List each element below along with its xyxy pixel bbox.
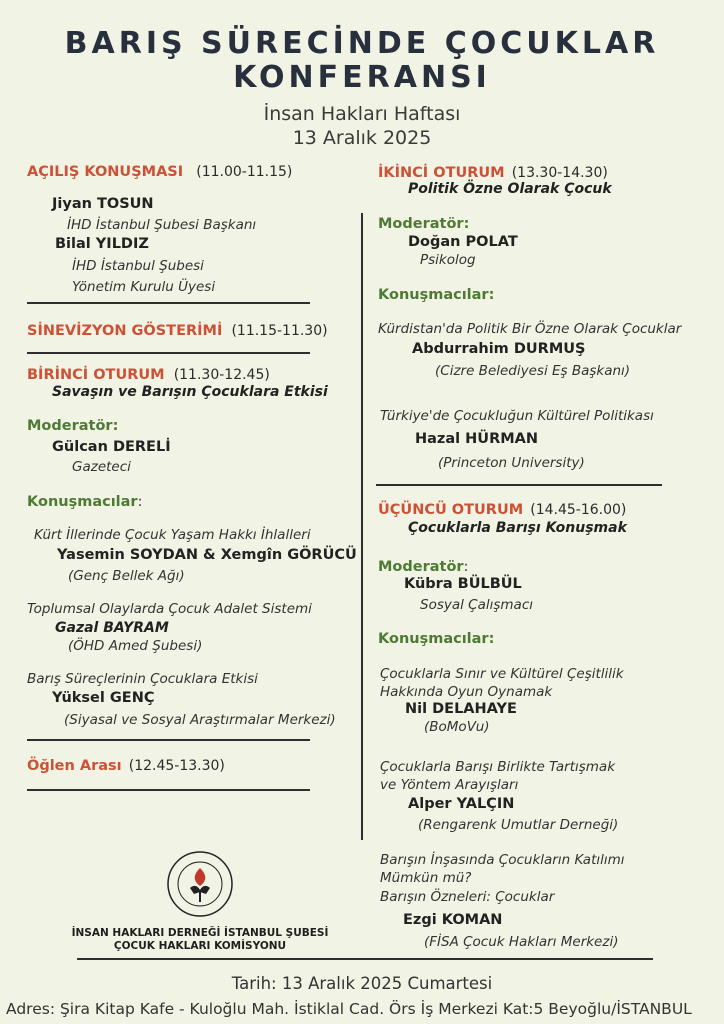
talk-title: Türkiye'de Çocukluğun Kültürel Politikası xyxy=(380,408,654,424)
moderator-name: Doğan POLAT xyxy=(408,234,518,250)
section-divider xyxy=(27,302,310,304)
talk-title: Barış Süreçlerinin Çocuklara Etkisi xyxy=(27,671,258,687)
talk-org: (BoMoVu) xyxy=(424,719,490,735)
screening-heading xyxy=(27,320,328,339)
talk-title: Hakkında Oyun Oynamak xyxy=(380,684,553,700)
opening-heading xyxy=(27,161,292,180)
ihd-logo xyxy=(166,850,234,918)
section-divider xyxy=(376,484,662,486)
lunch-label: Öğlen Arası xyxy=(27,758,122,774)
opening-time: (11.00-11.15) xyxy=(196,164,293,180)
column-divider xyxy=(361,213,363,840)
talk-title: Kürdistan'da Politik Bir Özne Olarak Çocuklar xyxy=(378,321,682,337)
talk-title: Toplumsal Olaylarda Çocuk Adalet Sistemi xyxy=(27,601,312,617)
lunch-heading xyxy=(27,755,225,774)
speaker-name: Bilal YILDIZ xyxy=(55,236,149,252)
speaker-role: İHD İstanbul Şubesi Başkanı xyxy=(67,217,257,233)
talk-org: (Rengarenk Umutlar Derneği) xyxy=(418,817,619,833)
talk-speaker: Abdurrahim DURMUŞ xyxy=(412,341,586,357)
talk-speaker: Gazal BAYRAM xyxy=(55,620,169,636)
session1-heading xyxy=(27,364,270,383)
talk-title: Kürt İllerinde Çocuk Yaşam Hakkı İhlalleri xyxy=(34,527,311,543)
ihd-logo-emblem xyxy=(166,850,234,918)
session1-time: (11.30-12.45) xyxy=(173,367,270,383)
moderator-heading: Moderatör: xyxy=(378,559,469,575)
moderator-label: Moderatör xyxy=(378,559,464,575)
moderator-name: Gülcan DERELİ xyxy=(52,439,171,455)
subtitle-week: İnsan Hakları Haftası xyxy=(263,103,461,125)
talk-org: (FİSA Çocuk Hakları Merkezi) xyxy=(424,934,619,950)
session2-label: İKİNCİ OTURUM xyxy=(378,165,505,181)
session1-label: BİRİNCİ OTURUM xyxy=(27,367,165,383)
organizer-commission: ÇOCUK HAKLARI KOMİSYONU xyxy=(113,940,287,952)
talk-org: (Princeton University) xyxy=(438,455,585,471)
session2-time: (13.30-14.30) xyxy=(511,165,608,181)
section-divider xyxy=(27,739,310,741)
talk-speaker: Hazal HÜRMAN xyxy=(415,431,539,447)
talk-title: Barışın İnşasında Çocukların Katılımı xyxy=(380,852,625,868)
moderator-role: Gazeteci xyxy=(72,459,131,475)
talk-speaker: Alper YALÇIN xyxy=(408,796,515,812)
talk-title: Çocuklarla Sınır ve Kültürel Çeşitlilik xyxy=(380,666,624,682)
speakers-label: Konuşmacılar: xyxy=(378,287,495,303)
talk-org: (Genç Bellek Ağı) xyxy=(68,568,185,584)
title-line-2: KONFERANSI xyxy=(233,60,491,95)
moderator-label: Moderatör: xyxy=(378,216,470,232)
event-date: Tarih: 13 Aralık 2025 Cumartesi xyxy=(231,974,493,993)
speaker-name: Jiyan TOSUN xyxy=(52,196,154,212)
talk-speaker: Yasemin SOYDAN & Xemgîn GÖRÜCÜ xyxy=(57,547,357,563)
session3-theme: Çocuklarla Barışı Konuşmak xyxy=(408,520,627,536)
moderator-role: Psikolog xyxy=(420,252,476,268)
talk-title: Mümkün mü? xyxy=(380,870,472,886)
screening-label: SİNEVİZYON GÖSTERİMİ xyxy=(27,323,223,339)
talk-org: (Cizre Belediyesi Eş Başkanı) xyxy=(435,363,631,379)
talk-org: (Siyasal ve Sosyal Araştırmalar Merkezi) xyxy=(64,712,336,728)
talk-title: Çocuklarla Barışı Birlikte Tartışmak xyxy=(380,759,616,775)
talk-speaker: Yüksel GENÇ xyxy=(52,690,155,706)
footer-divider xyxy=(77,958,653,960)
session2-theme: Politik Özne Olarak Çocuk xyxy=(408,181,612,197)
event-address: Adres: Şira Kitap Kafe - Kuloğlu Mah. İstiklal Cad. Örs İş Merkezi Kat:5 Beyoğlu/İSTANBUL xyxy=(6,1000,692,1018)
moderator-role: Sosyal Çalışmacı xyxy=(420,597,533,613)
talk-org: (ÖHD Amed Şubesi) xyxy=(68,638,203,654)
moderator-label: Moderatör: xyxy=(27,418,119,434)
speakers-heading: Konuşmacılar: xyxy=(27,494,143,510)
subtitle-date: 13 Aralık 2025 xyxy=(292,127,432,149)
speaker-role: Yönetim Kurulu Üyesi xyxy=(72,279,216,295)
session3-heading xyxy=(378,499,626,518)
talk-speaker: Nil DELAHAYE xyxy=(405,701,517,717)
title-line-1: BARIŞ SÜRECİNDE ÇOCUKLAR xyxy=(64,26,660,61)
organizer-name: İNSAN HAKLARI DERNEĞİ İSTANBUL ŞUBESİ xyxy=(71,927,329,939)
lunch-time: (12.45-13.30) xyxy=(128,758,225,774)
talk-speaker: Ezgi KOMAN xyxy=(403,912,503,928)
session2-heading xyxy=(378,162,608,181)
speakers-label: Konuşmacılar xyxy=(27,494,138,510)
speaker-role: İHD İstanbul Şubesi xyxy=(72,258,204,274)
screening-time: (11.15-11.30) xyxy=(231,323,328,339)
session1-theme: Savaşın ve Barışın Çocuklara Etkisi xyxy=(52,384,328,400)
talk-title: ve Yöntem Arayışları xyxy=(380,777,519,793)
speakers-label: Konuşmacılar: xyxy=(378,631,495,647)
section-divider xyxy=(27,789,310,791)
session3-label: ÜÇÜNCÜ OTURUM xyxy=(378,502,524,518)
section-divider xyxy=(27,352,310,354)
opening-label: AÇILIŞ KONUŞMASI xyxy=(27,164,184,180)
moderator-name: Kübra BÜLBÜL xyxy=(404,576,522,592)
session3-time: (14.45-16.00) xyxy=(530,502,627,518)
talk-title: Barışın Özneleri: Çocuklar xyxy=(380,889,555,905)
